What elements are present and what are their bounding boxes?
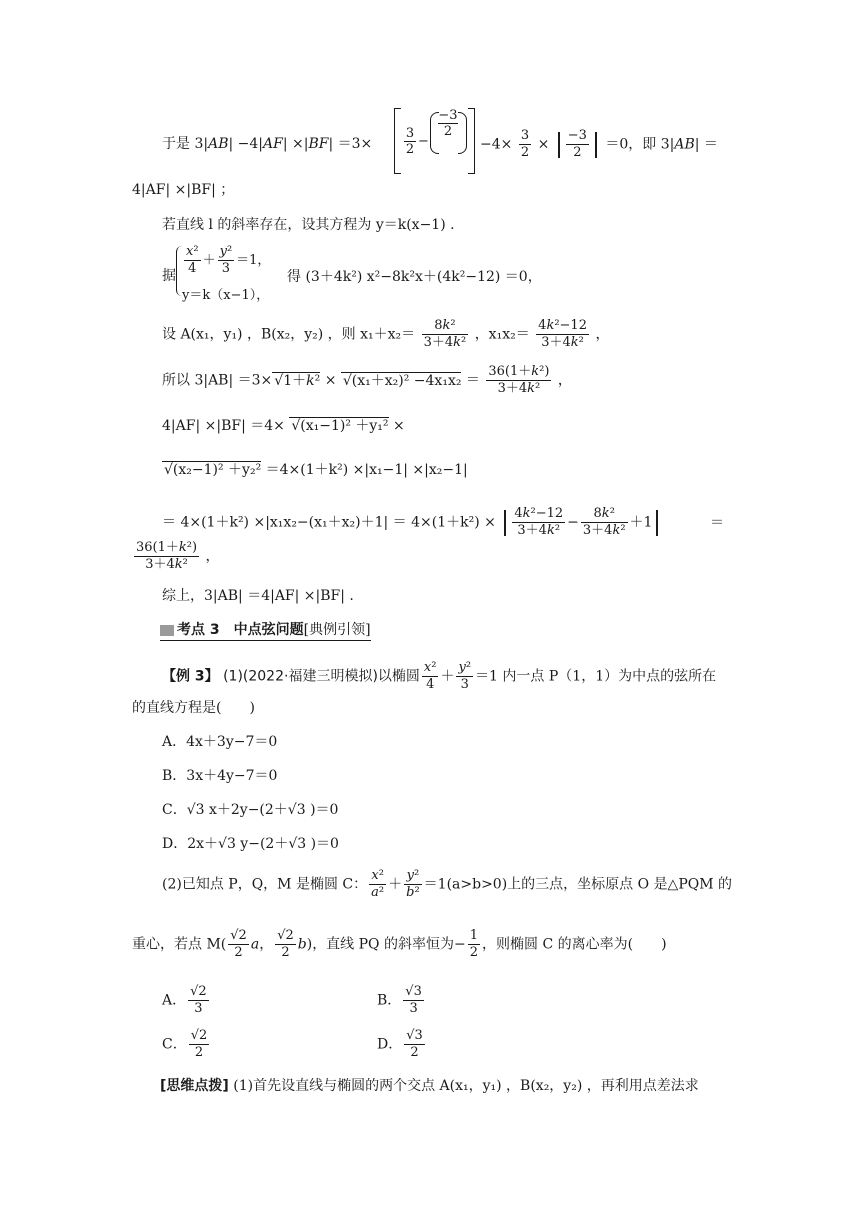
hint-text: (1)首先设直线与椭圆的两个交点 A(x₁，y₁) ，B(x₂，y₂) ，再利用点差法求 — [233, 1078, 699, 1094]
text: AB — [674, 136, 695, 153]
fraction: $\frac{\text{x²}}{4}$ — [423, 660, 437, 692]
text: | ＝3× — [328, 136, 373, 152]
text: | ＝ — [694, 136, 718, 153]
section-title: 中点弦问题 — [233, 622, 304, 638]
abs-bar — [558, 132, 560, 158]
line-9-end: ＝ — [710, 515, 724, 531]
line-2: 4|AF| ×|BF| ； — [132, 182, 235, 198]
text: A． — [162, 992, 187, 1009]
fraction: $\frac{\text{8k²}}{\text{3＋4k²}}$ — [423, 318, 467, 350]
line-8 — [162, 460, 468, 480]
text: BF — [308, 136, 329, 152]
text: ，则椭圆 C 的离心率为( ) — [482, 936, 667, 953]
line-10 — [132, 540, 220, 573]
text: (2)已知点 P，Q，M 是椭圆 C： — [162, 876, 368, 893]
summary: 综上，3|AB| ＝4|AF| ×|BF| . — [162, 588, 354, 604]
text: D． — [377, 1036, 403, 1053]
sqrt: √ 1＋k² — [272, 372, 320, 389]
text: 4|AF| ×|BF| ＝4× — [162, 418, 285, 434]
text: −4× — [480, 136, 513, 153]
option-2a — [162, 984, 211, 1017]
text: 于是 3| — [162, 136, 209, 152]
abs-bar — [595, 132, 597, 158]
text: ＝1(a>b>0)上的三点，坐标原点 O 是△PQM 的 — [423, 876, 733, 893]
fraction: $\frac{\text{4k²−12}}{\text{3＋4k²}}$ — [538, 318, 587, 350]
option-2b — [377, 984, 426, 1017]
text: ， — [205, 548, 220, 565]
line-3: 若直线 l 的斜率存在，设其方程为 y＝k(x−1) . — [162, 217, 455, 233]
system-result: 得 (3＋4k²) x²−8k²x＋(4k²−12) ＝0， — [287, 269, 542, 285]
line-9: ＝ 4×(1＋k²) ×|x₁x₂−(x₁＋x₂)＋1| ＝ 4×(1＋k²) × $\frac{\text{4k²−12}}{\text{3＋4k²}}$ − $\frac{\text{8k²}}{\text{3＋4k²}}$ ＋1 — [162, 506, 662, 539]
text: ， — [557, 372, 572, 389]
line-1-tail — [480, 128, 718, 161]
option-1c: C．√3 x＋2y−(2＋√3 )＝0 — [162, 802, 339, 818]
hint-label: [思维点拨] — [160, 1078, 229, 1094]
option-1a: A．4x＋3y−7＝0 — [162, 734, 278, 750]
text: × — [537, 136, 550, 153]
fraction: $\frac{√2}{2}$ — [277, 928, 294, 960]
fraction: $\frac{\text{y²}}{3}$ — [219, 244, 233, 276]
section-label: 考点 3 — [177, 622, 220, 638]
system-eq2: y＝k（x−1）， — [182, 288, 270, 303]
text: ＝0，即 3| — [605, 136, 675, 153]
line-5 — [162, 318, 609, 351]
text: ，直线 PQ 的斜率恒为− — [312, 936, 466, 953]
fraction: $\frac{\text{36(1＋k²)}}{\text{3＋4k²}}$ — [136, 540, 198, 572]
fraction: $\frac{\text{y²}}{3}$ — [458, 660, 472, 692]
hint — [160, 1076, 699, 1096]
example-tag: 【例 3】 — [162, 668, 219, 685]
line-1 — [162, 134, 372, 154]
text: | ×| — [282, 136, 309, 152]
example-q2: (2)已知点 P，Q，M 是椭圆 C： $\frac{\text{x²}}{\text{a²}}$ ＋ $\frac{\text{y²}}{\text{b²}}$ ＝1(a>b>0)上的三点，坐标原点 O 是△PQM 的 — [162, 868, 733, 900]
line-7 — [162, 416, 405, 436]
text: ， — [595, 326, 610, 343]
abs-bar — [504, 510, 506, 536]
example-q2-cont: 重心，若点 M( $\frac{√2}{2}$ a， $\frac{√2}{2}$ b)，直线 PQ 的斜率恒为− $\frac{1}{2}$ ，则椭圆 C 的离心率为( ) — [132, 928, 667, 960]
sqrt: √ (x₁＋x₂)² −4x₁x₂ — [341, 372, 462, 389]
fraction: $\frac{\text{8k²}}{\text{3＋4k²}}$ — [582, 506, 626, 538]
fraction: $\frac{3}{2}$ — [520, 128, 530, 160]
option-1d: D．2x＋√3 y−(2＋√3 )＝0 — [162, 836, 339, 852]
fraction: $\frac{\text{y²}}{\text{b²}}$ — [406, 868, 420, 900]
section-marker-icon — [160, 625, 174, 636]
text: ＝4×(1＋k²) ×|x₁−1| ×|x₂−1| — [265, 462, 468, 478]
fraction: $\frac{1}{2}$ — [469, 928, 478, 960]
text: 重心，若点 M — [132, 936, 221, 953]
abs-bar — [656, 510, 658, 536]
option-1b: B．3x＋4y−7＝0 — [162, 768, 278, 784]
sqrt: √ (x₂−1)² ＋y₂² — [162, 461, 261, 478]
fraction: $\frac{\text{36(1＋k²)}}{\text{3＋4k²}}$ — [488, 364, 550, 396]
option-2c — [162, 1028, 211, 1061]
fraction: $\frac{\text{4k²−12}}{\text{3＋4k²}}$ — [514, 506, 564, 538]
line-6 — [162, 364, 572, 397]
text: ＝ 4×(1＋k²) ×|x₁x₂−(x₁＋x₂)＋1| ＝ 4×(1＋k²) × — [162, 514, 496, 531]
text: ，x₁x₂＝ — [474, 326, 530, 343]
fraction: $\frac{√2}{3}$ — [190, 984, 207, 1016]
fraction: $\frac{-3}{2}$ — [567, 128, 587, 160]
fraction: $\frac{√2}{2}$ — [230, 928, 247, 960]
fraction: $\frac{√3}{3}$ — [405, 984, 422, 1016]
option-2d — [377, 1028, 427, 1061]
system-label: 据 — [162, 268, 176, 284]
system-eq1: $\frac{\text{x²}}{4}$ ＋ $\frac{\text{y²}}{3}$ ＝1， — [186, 244, 271, 276]
text: ＝ — [465, 372, 480, 389]
text: B． — [377, 992, 402, 1009]
fraction: $\frac{\text{x²}}{\text{a²}}$ — [371, 868, 385, 900]
text: AB — [208, 136, 229, 152]
fraction: $\frac{√3}{2}$ — [406, 1028, 423, 1060]
section-heading — [160, 620, 371, 641]
example-q1: 【例 3】 (1)(2022·福建三明模拟)以椭圆 $\frac{\text{x²}}{4}$ ＋ $\frac{\text{y²}}{3}$ ＝1 内一点 P（1，1）为中点的弦所在 — [162, 660, 717, 692]
fraction: $\frac{\text{x²}}{4}$ — [186, 244, 199, 276]
text: AF — [263, 136, 283, 152]
section-suffix: [典例引领] — [303, 622, 371, 638]
text: 设 A(x₁，y₁) ，B(x₂，y₂) ，则 x₁＋x₂＝ — [162, 326, 416, 343]
text: 以椭圆 — [377, 668, 420, 685]
question-source: (1)(2022·福建三明模拟) — [223, 668, 378, 685]
fraction: $\frac{√2}{2}$ — [190, 1028, 208, 1060]
text: 所以 3|AB| ＝3× — [162, 372, 273, 389]
text: C． — [162, 1036, 187, 1053]
text: × — [324, 372, 337, 389]
text: | −4| — [228, 136, 264, 152]
text: ＝1 内一点 P（1，1）为中点的弦所在 — [475, 668, 717, 685]
text: × — [392, 418, 405, 434]
sqrt: √ (x₁−1)² ＋y₁² — [289, 417, 388, 434]
example-q1-cont: 的直线方程是( ) — [132, 700, 255, 716]
